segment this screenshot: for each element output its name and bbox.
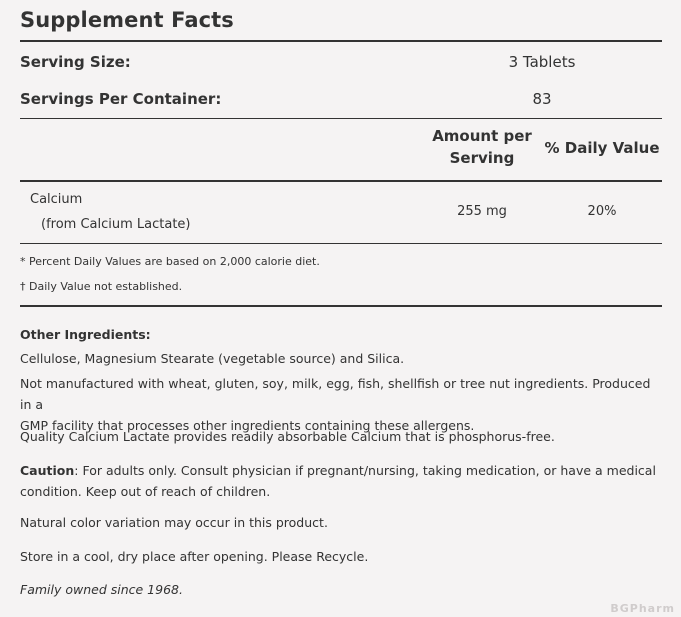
serving-size-value: 3 Tablets <box>508 53 576 71</box>
caution-label: Caution <box>20 463 75 478</box>
color-variation-statement: Natural color variation may occur in this product. <box>20 515 328 530</box>
servings-divider <box>20 118 662 119</box>
caution-statement <box>20 460 660 502</box>
amount-header-line1: Amount per <box>432 127 532 145</box>
nutrient-source: (from Calcium Lactate) <box>41 217 191 232</box>
footnote-dagger: † Daily Value not established. <box>20 280 183 293</box>
caution-line-2: condition. Keep out of reach of children. <box>20 484 271 499</box>
servings-per-container-value: 83 <box>532 90 552 108</box>
nutrient-divider <box>20 243 662 244</box>
nutrient-amount: 255 mg <box>457 204 507 219</box>
amount-per-serving-header <box>432 127 532 167</box>
allergen-line-1: Not manufactured with wheat, gluten, soy, milk, egg, fish, shellfish or tree nut ingredients. Produced in a <box>20 376 651 412</box>
serving-size-label: Serving Size: <box>20 53 131 71</box>
family-owned-statement: Family owned since 1968. <box>20 582 183 597</box>
watermark: BGPharm <box>610 602 675 615</box>
quality-statement: Quality Calcium Lactate provides readily absorbable Calcium that is phosphorus-free. <box>20 429 555 444</box>
title-divider <box>20 40 662 42</box>
caution-line-1 <box>20 460 660 481</box>
caution-text-1: : For adults only. Consult physician if pregnant/nursing, taking medication, or have a medical <box>74 463 656 478</box>
nutrient-daily-value: 20% <box>587 204 617 219</box>
amount-header-line2: Serving <box>449 149 515 167</box>
header-divider <box>20 180 662 182</box>
other-ingredients-text: Cellulose, Magnesium Stearate (vegetable source) and Silica. <box>20 351 405 366</box>
servings-per-container-label: Servings Per Container: <box>20 90 222 108</box>
supplement-facts-title: Supplement Facts <box>20 8 234 32</box>
allergen-line-2: GMP facility that processes other ingredients containing these allergens. <box>20 418 475 433</box>
footnote-daily-values: * Percent Daily Values are based on 2,000 calorie diet. <box>20 255 320 268</box>
nutrient-name: Calcium <box>30 192 83 207</box>
other-ingredients-heading: Other Ingredients: <box>20 327 151 342</box>
facts-bottom-divider <box>20 305 662 307</box>
storage-statement: Store in a cool, dry place after opening. Please Recycle. <box>20 549 369 564</box>
daily-value-header: % Daily Value <box>544 139 660 157</box>
